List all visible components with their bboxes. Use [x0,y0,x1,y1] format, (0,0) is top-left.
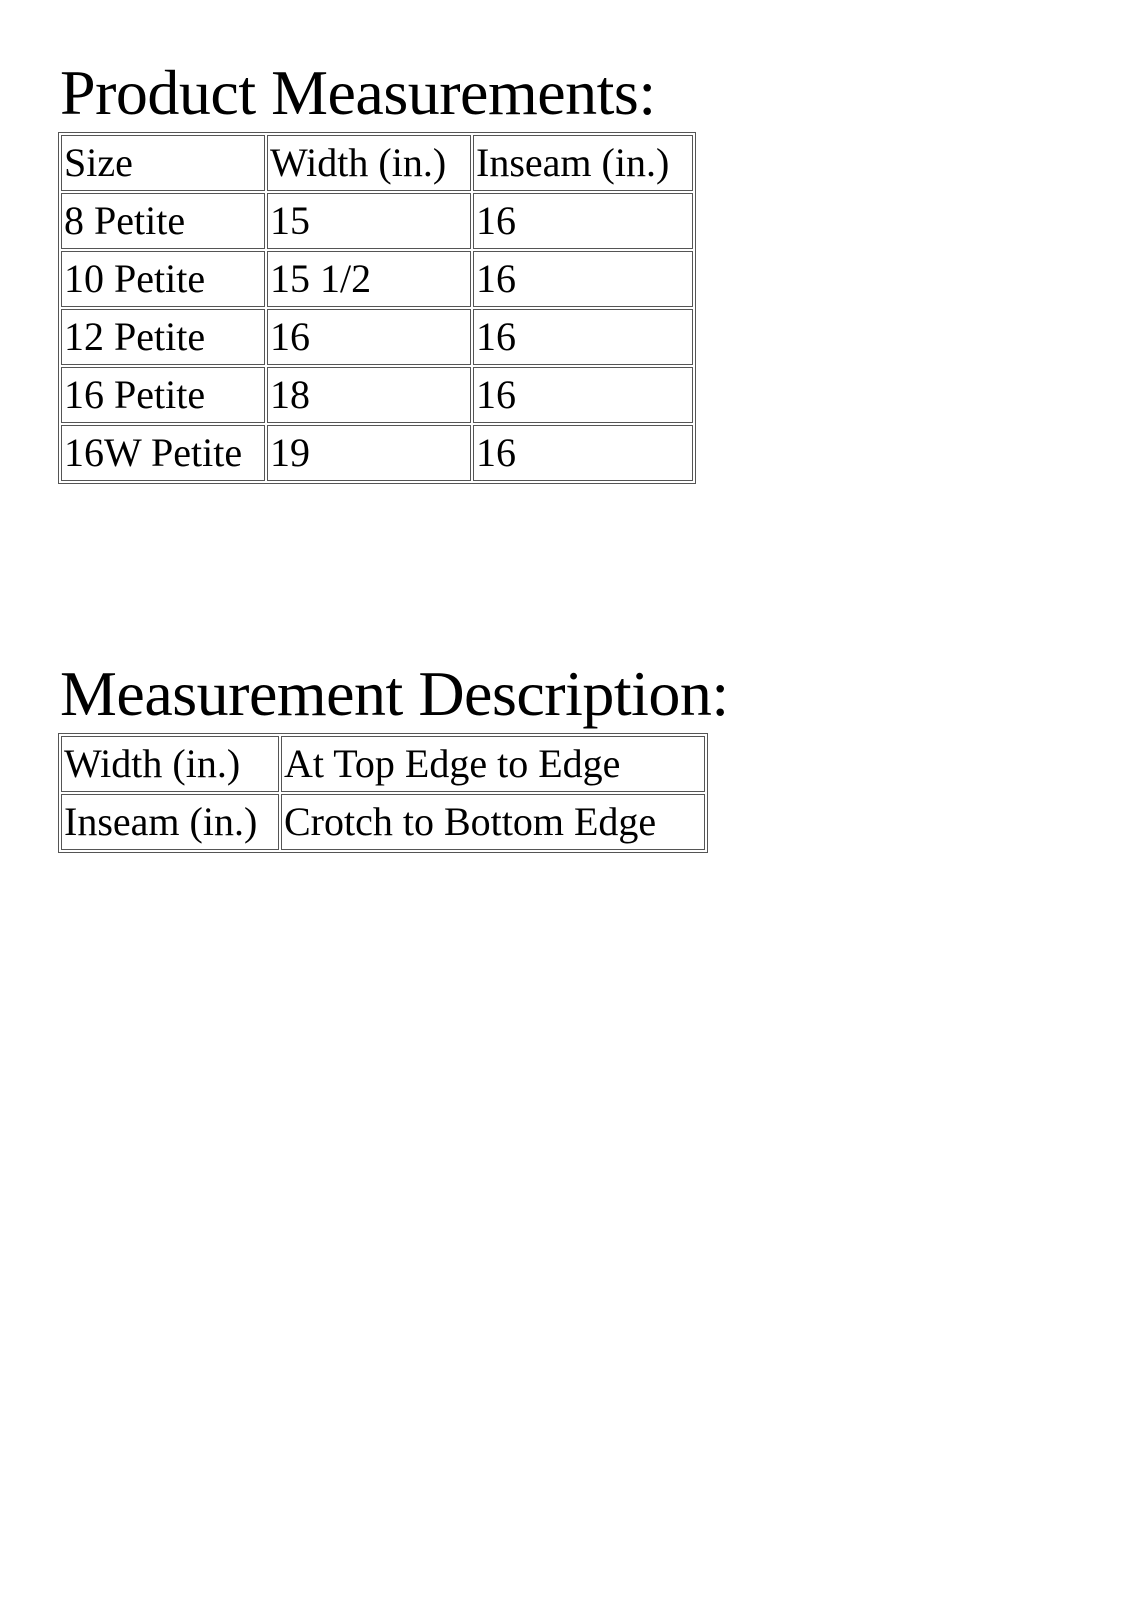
inseam-cell: 16 [473,425,693,481]
width-cell: 18 [267,367,471,423]
table-row [61,193,693,249]
product-measurements-title: Product Measurements: [60,57,656,128]
size-cell: 10 Petite [61,251,265,307]
size-cell: 16W Petite [61,425,265,481]
table-header-row [61,135,693,191]
measurement-description-cell: Crotch to Bottom Edge [281,794,705,850]
header-width: Width (in.) [267,135,471,191]
product-measurements-section [60,54,696,484]
table-row [61,367,693,423]
header-inseam: Inseam (in.) [473,135,693,191]
measurement-description-section [60,655,729,853]
width-cell: 15 [267,193,471,249]
table-row [61,309,693,365]
description-table [58,733,708,853]
measurement-name-cell: Inseam (in.) [61,794,279,850]
header-size: Size [61,135,265,191]
size-cell: 12 Petite [61,309,265,365]
inseam-cell: 16 [473,251,693,307]
table-row [61,425,693,481]
inseam-cell: 16 [473,309,693,365]
measurement-description-title: Measurement Description: [60,658,729,729]
measurements-table [58,132,696,484]
width-cell: 19 [267,425,471,481]
width-cell: 15 1/2 [267,251,471,307]
table-row [61,251,693,307]
measurement-description-cell: At Top Edge to Edge [281,736,705,792]
table-row [61,736,705,792]
size-cell: 8 Petite [61,193,265,249]
inseam-cell: 16 [473,193,693,249]
size-cell: 16 Petite [61,367,265,423]
table-row [61,794,705,850]
measurement-name-cell: Width (in.) [61,736,279,792]
inseam-cell: 16 [473,367,693,423]
width-cell: 16 [267,309,471,365]
